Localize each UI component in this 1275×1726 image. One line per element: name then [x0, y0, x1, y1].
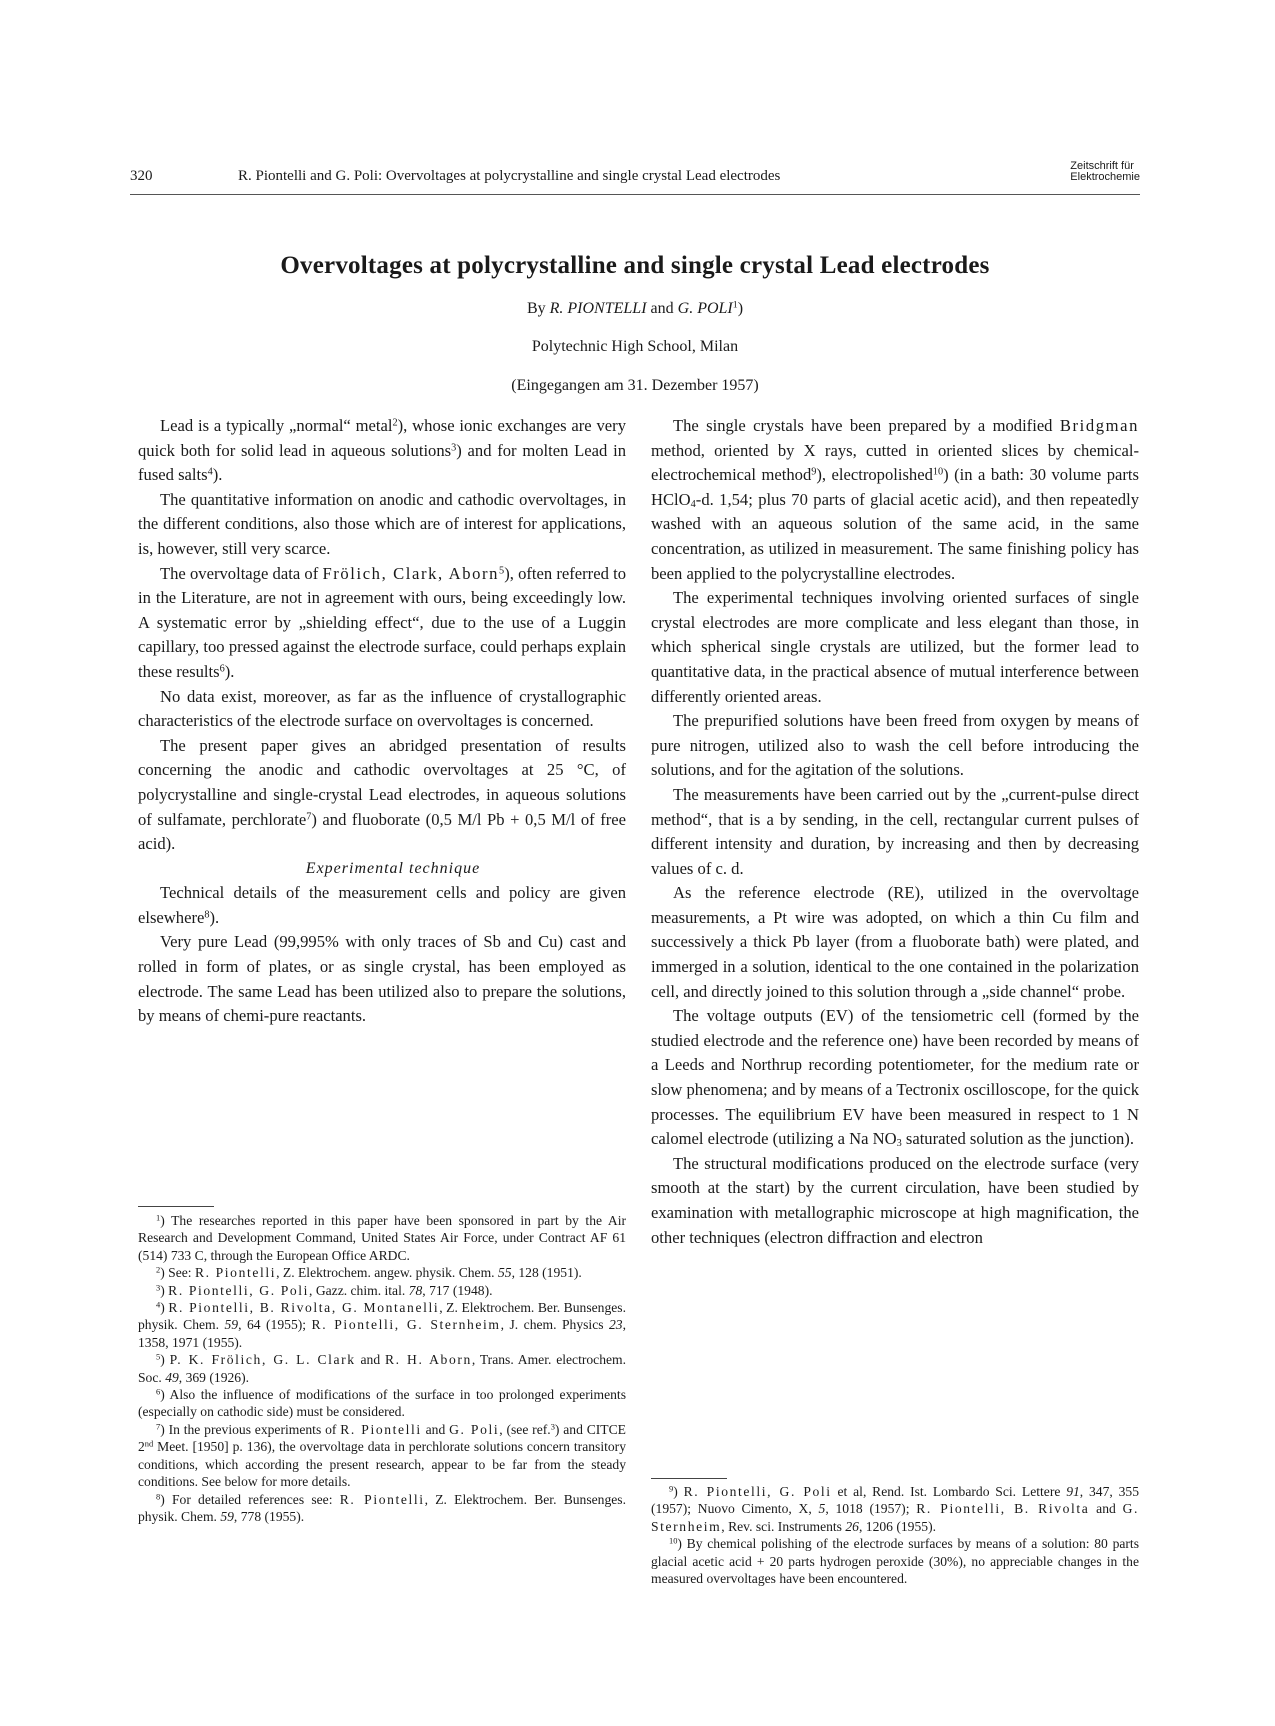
paragraph: The prepurified solutions have been freed from oxygen by means of pure nitrogen, utilized also to wash the cell before introducing the solutions, and for the agitation of the solutions.	[651, 711, 1139, 780]
paragraph: The quantitative information on anodic and cathodic overvoltages, in the different conditions, also those which are of interest for applications, is, however, still very scarce.	[138, 489, 626, 558]
footnote: $^8$) For detailed references see: R. Piontelli, Z. Elektrochem. Ber. Bunsenges. physik. Chem. 59, 778 (1955).	[138, 1490, 626, 1524]
author-1: R. PIONTELLI	[549, 300, 647, 317]
section-heading: Experimental technique	[305, 859, 481, 877]
page-number: 320	[130, 168, 153, 184]
header-rule	[130, 194, 1140, 195]
journal-name-line1: Zeitschrift für	[1070, 160, 1134, 172]
journal-name	[1070, 161, 1140, 183]
paragraph: No data exist, moreover, as far as the influence of crystallographic characteristics of the electrode surface on overvoltages is concerned.	[138, 686, 626, 731]
footnotes-left	[138, 1212, 626, 1525]
running-header	[130, 158, 1140, 194]
left-column	[138, 414, 626, 1029]
byline-by: By	[526, 300, 550, 317]
footnote: $^{10}$) By chemical polishing of the electrode surfaces by means of a solution: 80 parts glacial acetic acid + 20 parts hydrogen peroxide (30%), no appreciable changes in the measured overvoltages have been encountered.	[651, 1535, 1139, 1587]
footnote: $^3$) R. Piontelli, G. Poli, Gazz. chim. ital. 78, 717 (1948).	[156, 1282, 493, 1298]
paragraph: As the reference electrode (RE), utilized in the overvoltage measurements, a Pt wire was adopted, on which a thin Cu film and successively a thick Pb layer (from a fluoborate bath) were plated, and immerged in a solution, identical to the one contained in the polarization cell, and directly joined to this solution through a „side channel“ probe.	[651, 883, 1139, 1001]
byline	[130, 300, 1140, 318]
footnote-ref: 1	[732, 299, 738, 311]
byline-close: )	[737, 300, 744, 317]
paragraph: The overvoltage data of Frölich, Clark, Aborn$^5$), often referred to in the Literature, are not in agreement with ours, being exceedingly low. A systematic error by „shielding effect“, due to the use of a Luggin capillary, too pressed against the electrode surface, could perhaps explain these results$^6$).	[138, 563, 626, 681]
footnote: $^4$) R. Piontelli, B. Rivolta, G. Montanelli, Z. Elektrochem. Ber. Bunsenges. physik. Chem. 59, 64 (1955); R. Piontelli, G. Sternheim, J. chem. Physics 23, 1358, 1971 (1955).	[138, 1299, 626, 1350]
article-title: Overvoltages at polycrystalline and single crystal Lead electrodes	[280, 252, 990, 279]
footnote-rule	[651, 1478, 727, 1479]
running-title: R. Piontelli and G. Poli: Overvoltages at polycrystalline and single crystal Lead electrodes	[238, 168, 781, 184]
footnote-rule	[138, 1206, 214, 1207]
paragraph: The structural modifications produced on the electrode surface (very smooth at the start) by the current circulation, have been studied by examination with metallographic microscope at high magnification, the other techniques (electron diffraction and electron	[651, 1153, 1139, 1247]
journal-name-line2: Elektrochemie	[1070, 171, 1140, 183]
footnote: $^1$) The researches reported in this paper have been sponsored in part by the Air Research and Development Command, United States Air Force, under Contract AF 61 (514) 733 C, through the European Office ARDC.	[138, 1212, 627, 1263]
paragraph: The experimental techniques involving oriented surfaces of single crystal electrodes are more complicate and less elegant than those, in which spherical single crystals are utilized, but the former lead to quantitative data, in the practical absence of mutual interference between differently oriented areas.	[651, 588, 1139, 706]
paragraph: The present paper gives an abridged presentation of results concerning the anodic and cathodic overvoltages at 25 °C, of polycrystalline and single-crystal Lead electrodes, in aqueous solutions of sulfamate, perchlorate$^7$) and fluoborate (0,5 M/l Pb + 0,5 M/l of free acid).	[138, 735, 626, 854]
paragraph: The measurements have been carried out by the „current-pulse direct method“, that is a by sending, in the cell, rectangular current pulses of different intensity and duration, by increasing and then by decreasing values of c. d.	[651, 784, 1139, 878]
right-column	[651, 414, 1139, 1250]
affiliation: Polytechnic High School, Milan	[531, 338, 739, 355]
received-date: (Eingegangen am 31. Dezember 1957)	[511, 377, 759, 394]
paragraph: Lead is a typically „normal“ metal$^2$), whose ionic exchanges are very quick both for solid lead in aqueous solutions$^3$) and for molten Lead in fused salts$^4$).	[138, 416, 626, 485]
footnote: $^5$) P. K. Frölich, G. L. Clark and R. H. Aborn, Trans. Amer. electrochem. Soc. 49, 369 (1926).	[138, 1351, 627, 1385]
footnotes-right	[651, 1483, 1139, 1587]
paragraph: The voltage outputs (EV) of the tensiometric cell (formed by the studied electrode and the reference one) have been recorded by means of a Leeds and Northrup recording potentiometer, for the medium rate or slow phenomena; and by means of a Tectronix oscilloscope, for the quick processes. The equilibrium EV have been measured in respect to 1 N calomel electrode (utilizing a Na $NO_3$ saturated solution as the junction).	[651, 1006, 1139, 1150]
footnote: $^7$) In the previous experiments of R. Piontelli and G. Poli, (see ref.$^3$) and CITCE 2nd Meet. [1950] p. 136), the overvoltage data in perchlorate solutions concern transitory conditions, which according the present research, appear to be far from the steady conditions. See below for more details.	[138, 1421, 626, 1490]
footnote: $^6$) Also the influence of modifications of the surface in too prolonged experiments (especially on cathodic side) must be considered.	[138, 1386, 626, 1420]
byline-and: and	[646, 300, 678, 317]
paragraph: The single crystals have been prepared by a modified Bridgman method, oriented by X rays, cutted in oriented slices by chemical-electrochemical method$^9$), electropolished$^{10}$) (in a bath: 30 volume parts HClO$_4$-d. 1,54; plus 70 parts of glacial acetic acid), and then repeatedly washed with an aqueous solution of the same acid, in the same concentration, as utilized in measurement. The same finishing policy has been applied to the polycrystalline electrodes.	[651, 416, 1139, 583]
author-2: G. POLI	[677, 300, 733, 317]
paragraph: Technical details of the measurement cells and policy are given elsewhere$^8$).	[138, 883, 626, 927]
footnote: $^9$) R. Piontelli, G. Poli et al, Rend. Ist. Lombardo Sci. Lettere 91, 347, 355 (1957); Nuovo Cimento, X, 5, 1018 (1957); R. Piontelli, B. Rivolta and G. Sternheim, Rev. sci. Instruments 26, 1206 (1955).	[651, 1483, 1140, 1534]
paragraph: Very pure Lead (99,995% with only traces of Sb and Cu) cast and rolled in form of plates, or as single crystal, has been employed as electrode. The same Lead has been utilized also to prepare the solutions, by means of chemi-pure reactants.	[138, 932, 626, 1026]
footnote: $^2$) See: R. Piontelli, Z. Elektrochem. angew. physik. Chem. 55, 128 (1951).	[156, 1264, 582, 1281]
